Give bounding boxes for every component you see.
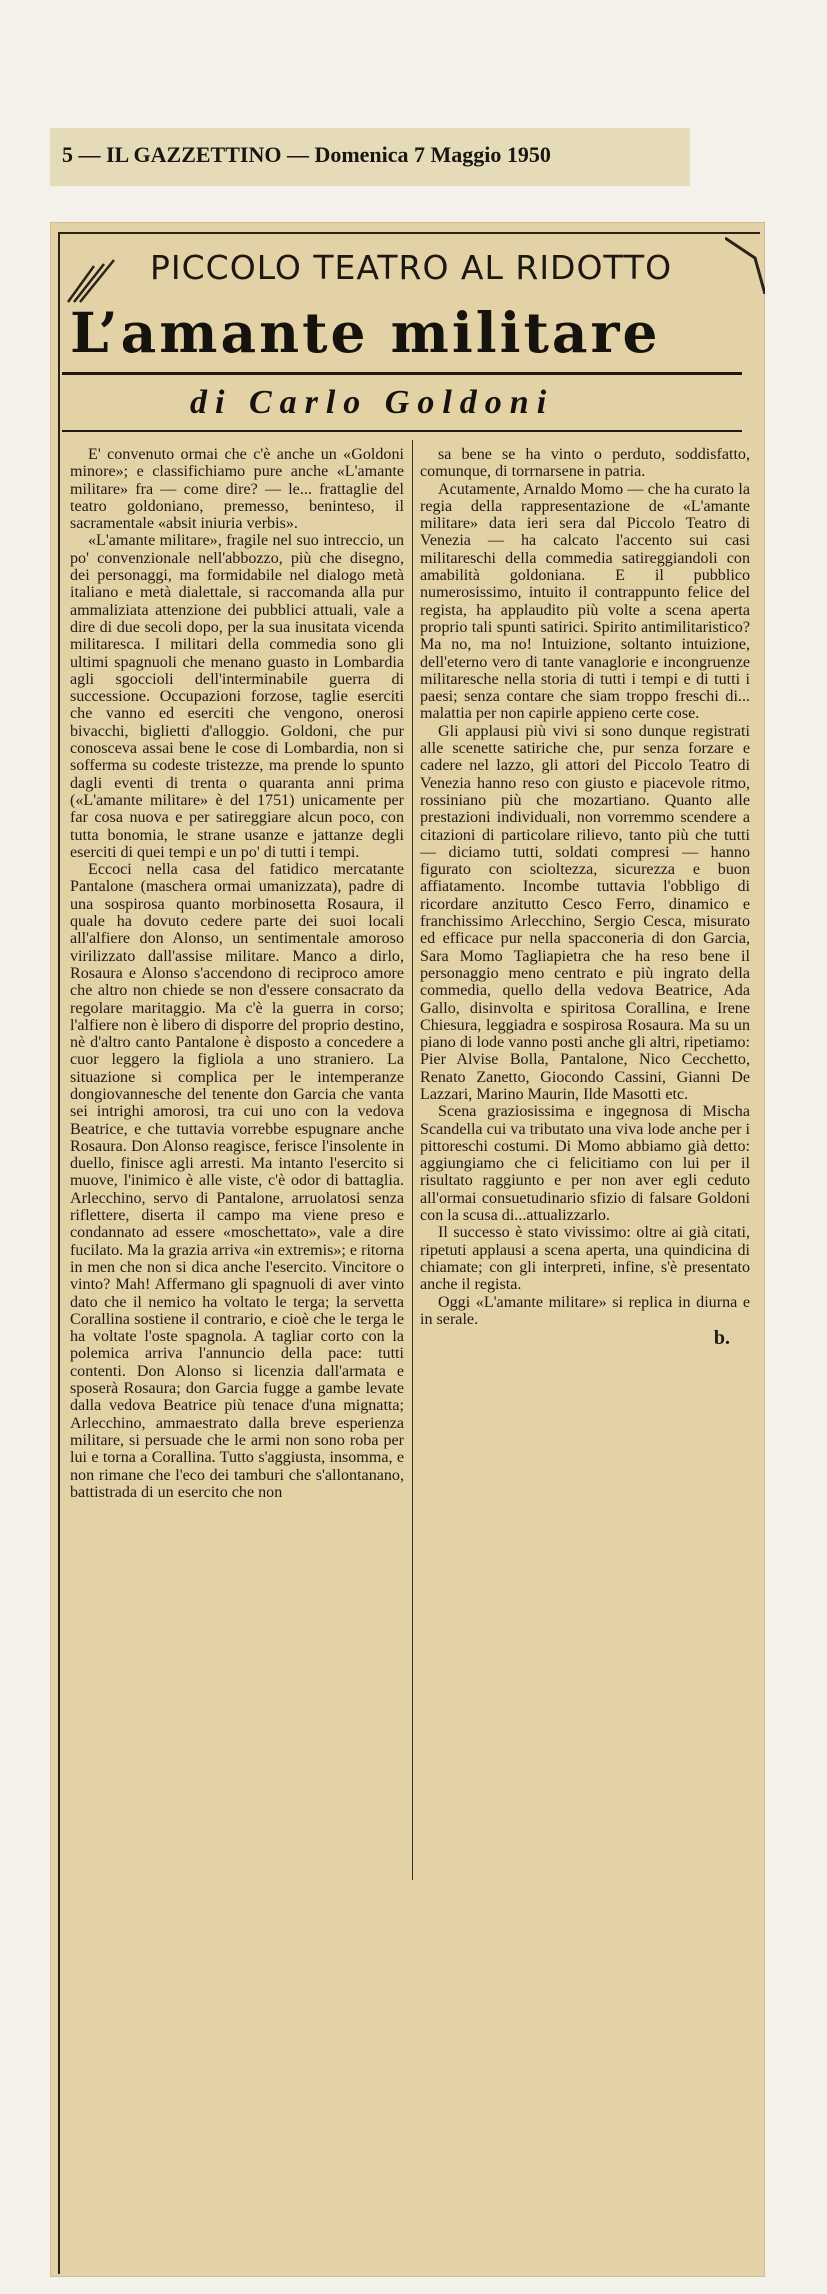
corner-ornament-icon	[64, 236, 134, 306]
article-paragraph: «L'amante militare», fragile nel suo intreccio, un po' convenzionale nell'abbozzo, più che disegno, dei personaggi, ma formidabile nel dialogo metà italiano e metà dialettale, si raccomanda alla pur ammaliziata attenzione dei pubblici attuali, vale a dire di due secoli dopo, per la sua inusitata vicenda militaresca. I militari della commedia sono gli ultimi spagnuoli che menano guasto in Lombardia agli sgoccioli dell'interminabile guerra di successione. Occupazioni forzose, taglie eserciti che vanno ed eserciti che vengono, onerosi bivacchi, biglietti d'alloggio. Goldoni, che pur conosceva assai bene le cose di Lombardia, non si sofferma su codeste tristezze, ma prende lo spunto dagli eventi di trenta o quaranta anni prima («L'amante militare» è del 1751) unicamente per far cosa nuova e per satireggiare alcun poco, con tutta bonomia, le strane usanze e jattanze degli eserciti di quei tempi e un po' di tutti i tempi.	[70, 532, 404, 861]
article-paragraph: Il successo è stato vivissimo: oltre ai già citati, ripetuti applausi a scena aperta, una quindicina di chiamate; con gli interpreti, infine, s'è presentato anche il regista.	[420, 1224, 750, 1294]
article-headline: L’amante militare	[70, 300, 661, 365]
article-paragraph: E' convenuto ormai che c'è anche un «Goldoni minore»; e classifichiamo pure anche «L'amante militare» fra — come dire? — le... frattaglie del teatro goldoniano, premesso, beninteso, il sacramentale «absit iniuria verbis».	[70, 446, 404, 533]
article-paragraph: Eccoci nella casa del fatidico mercatante Pantalone (maschera ormai umanizzata), padre di una sospirosa quanto morbinosetta Rosaura, il quale ha dovuto cedere parte dei suoi locali all'alfiere don Alonso, un sentimentale amoroso virilizzato dall'assise militare. Manco a dirlo, Rosaura e Alonso s'accendono di reciproco amore che altro non chiede se non d'essere consacrato da regolare maritaggio. Ma c'è la guerra in corso; l'alfiere non è libero di disporre del proprio destino, nè d'altro canto Pantalone è disposto a concedere a cuor leggero la figliola a uno straniero. La situazione si complica per le intemperanze dongiovannesche del tenente don Garcia che vanta sei intrighi amorosi, tra cui uno con la vedova Beatrice, e che tuttavia vorrebbe espugnare anche Rosaura. Don Alonso reagisce, ferisce l'insolente in duello, finisce agli arresti. Ma intanto l'esercito si muove, l'inimico è alle viste, c'è odor di battaglia. Arlecchino, servo di Pantalone, arruolatosi senza riflettere, diserta il campo ma viene preso e condannato ad essere «moschettato», vale a dire fucilato. Ma la grazia arriva «in extremis»; e ritorna in men che non si dica anche l'esercito. Vincitore o vinto? Mah! Affermano gli spagnuoli di aver vinto dato che il nemico ha voltato le terga; la servetta Corallina sostiene il contrario, e cioè che le terga le ha voltate l'oste spagnola. A tagliar corto con la polemica arriva l'annuncio della pace: tutti contenti. Don Alonso si licenzia dall'armata e sposerà Rosaura; don Garcia fugge a gambe levate dalla vedova Beatrice più tenace d'una mignatta; Arlecchino, ammaestrato dalla breve esperienza militare, si persuade che le armi non sono roba per lui e torna a Corallina. Tutto s'aggiusta, insomma, e non rimane che l'eco dei tamburi che s'allontanano, battistrada di un esercito che non	[70, 861, 404, 1501]
article-signature: b.	[713, 1327, 730, 1350]
article-paragraph: Scena graziosissima e ingegnosa di Mischa Scandella cui va tributato una viva lode anche per i pittoreschi costumi. Di Momo abbiamo già detto: aggiungiamo che ci felicitiamo con lui per il risultato raggiunto e per non aver egli ceduto all'ormai consuetudinario sfizio di falsare Goldoni con la scusa di...attualizzarlo.	[420, 1103, 750, 1225]
article-paragraph: Oggi «L'amante militare» si replica in diurna e in serale.	[420, 1293, 750, 1328]
column-divider	[412, 440, 413, 1880]
article-paragraph: sa bene se ha vinto o perduto, soddisfatto, comunque, di torrnarsene in patria.	[420, 446, 750, 481]
article-paragraph: Gli applausi più vivi si sono dunque registrati alle scenette satiriche che, pur senza forzare e cadere nel lazzo, gli attori del Piccolo Teatro di Venezia hanno reso con giusto e piacevole ritmo, rossiniano più che mozartiano. Quanto alle prestazioni individuali, non vorremmo scendere a citazioni di particolare rilievo, tanto più che tutti — diciamo tutti, soldati compresi — hanno figurato con scioltezza, sicurezza e buon affiatamento. Incombe tuttavia l'obbligo di ricordare anzitutto Cesco Ferro, dinamico e franchissimo Arlecchino, Sergio Cesca, misurato ed efficace pur nella spacconeria di don Garcia, Sara Momo Tagliapietra che ha reso bene il personaggio meno centrato e più ingrato della commedia, quello della vedova Beatrice, Ada Gallo, disinvolta e spiritosa Corallina, e Irene Chiesura, leggiadra e sospirosa Rosaura. Ma su un piano di lode vanno posti anche gli altri, ripetiamo: Pier Alvise Bolla, Pantalone, Nico Cecchetto, Renato Zanetto, Giocondo Cassini, Gianni De Lazzari, Marino Maurin, Ilde Masotti etc.	[420, 722, 750, 1103]
article-column-left	[70, 446, 404, 1501]
torn-corner-icon	[725, 234, 765, 294]
byline-rule	[62, 430, 742, 432]
article-column-right	[420, 446, 750, 1350]
article-byline: di Carlo Goldoni	[190, 384, 555, 421]
headline-rule	[62, 372, 742, 375]
newspaper-masthead: 5 — IL GAZZETTINO — Domenica 7 Maggio 1950	[62, 142, 551, 167]
article-paragraph: Acutamente, Arnaldo Momo — che ha curato la regia della rappresentazione de «L'amante militare» data ieri sera dal Piccolo Teatro di Venezia — ha calcato l'accento sui casi militareschi della commedia satireggiandoli con amabilità goldoniana. E il pubblico numerosissimo, intuito il contrappunto felice del regista, ha applaudito più volte a scena aperta proprio tali spunti satirici. Spirito antimilitaristico? Ma no, ma no! Intuizione, soltanto intuizione, dell'eterno vero di tante vanaglorie e incongruenze militaresche nella storia di tutti i tempi e di tutti i paesi; senza contare che siam troppo freschi di... malattia per non capirle appieno certe cose.	[420, 480, 750, 723]
section-rubric: PICCOLO TEATRO AL RIDOTTO	[150, 248, 673, 287]
